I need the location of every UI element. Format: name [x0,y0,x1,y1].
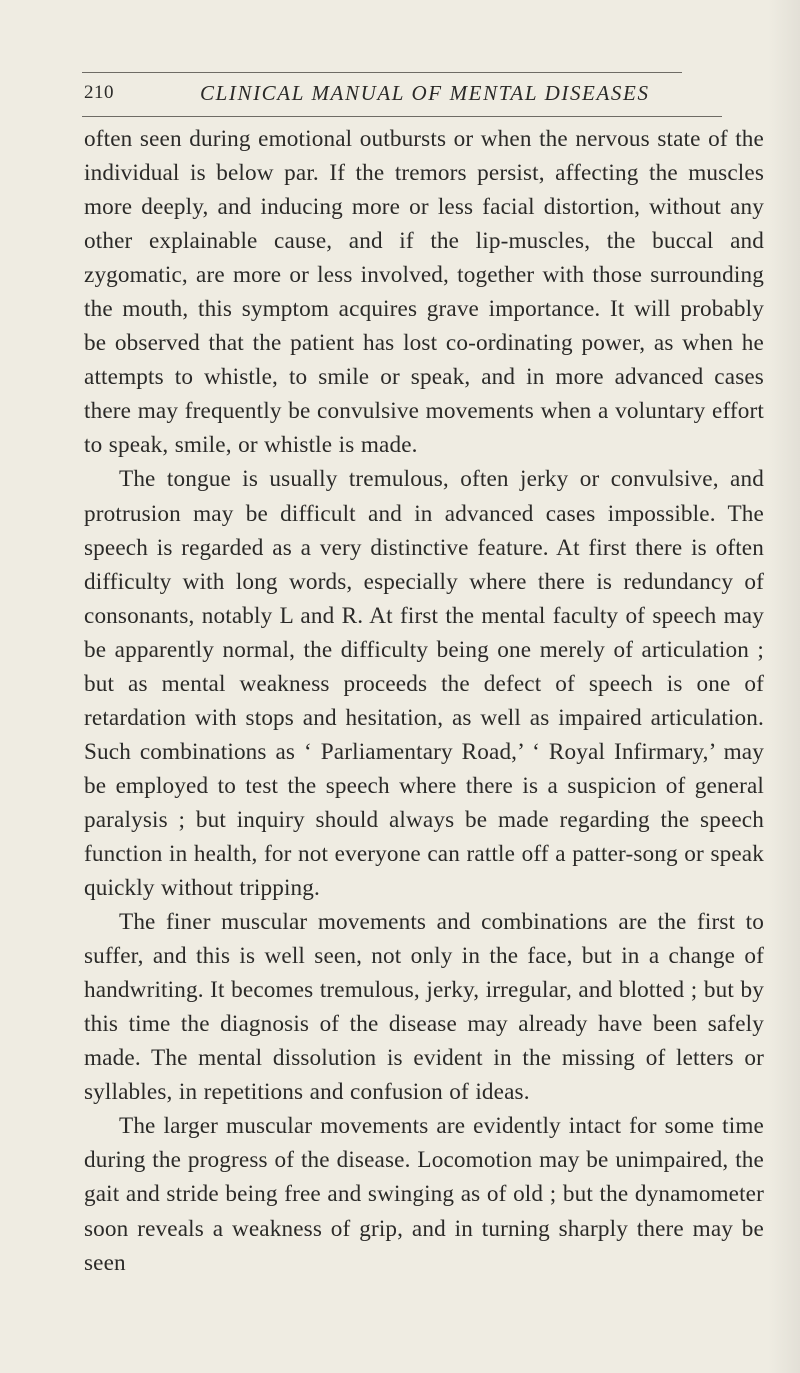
paragraph-tongue-and-speech: The tongue is usually tremulous, often jerky or convulsive, and protrusion may be difficult and in advanced cases impossible. The speech is regarded as a very distinctive feature. At first there is often difficulty with long words, especially where there is redundancy of consonants, notably L and R. At first the mental faculty of speech may be apparently normal, the difficulty being one merely of articulation ; but as mental weakness proceeds the defect of speech is one of retardation with stops and hesitation, as well as impaired articulation. Such combinations as ‘ Parliamentary Road,’ ‘ Royal Infirmary,’ may be employed to test the speech where there is a suspicion of general paralysis ; but inquiry should always be made regarding the speech function in health, for not everyone can rattle off a patter-song or speak quickly without tripping. [84,466,764,902]
paragraph-finer-movements: The finer muscular movements and combinations are the first to suffer, and this is well seen, not only in the face, but in a change of handwriting. It becomes tremulous, jerky, irregular, and blotted ; but by this time the diagnosis of the disease may already have been safely made. The mental dissolution is evident in the missing of letters or syllables, in repetitions and confusion of ideas. [84,909,764,1106]
page-number: 210 [84,82,114,103]
paragraph-continuation: often seen during emotional outbursts or when the nervous state of the individual is below par. If the tremors persist, affecting the muscles more deeply, and inducing more or less facial distortion, without any other explainable cause, and if the lip-muscles, the buccal and zygomatic, are more or less involved, together with those surrounding the mouth, this symptom acquires grave importance. It will probably be observed that the patient has lost co-ordinating power, as when he attempts to whistle, to smile or speak, and in more advanced cases there may frequently be convulsive movements when a voluntary effort to speak, smile, or whistle is made. [84,126,764,459]
running-title: CLINICAL MANUAL OF MENTAL DISEASES [200,81,650,105]
paragraph-larger-movements: The larger muscular movements are evidently intact for some time during the progress of the disease. Locomotion may be unimpaired, the gait and stride being free and swinging as of old ; but the dynamometer soon reveals a weakness of grip, and in turning sharply there may be seen [84,1113,764,1276]
header-bottom-rule [82,116,722,117]
header-top-rule [82,72,682,73]
page-header [84,78,764,118]
body-text [84,122,764,1280]
